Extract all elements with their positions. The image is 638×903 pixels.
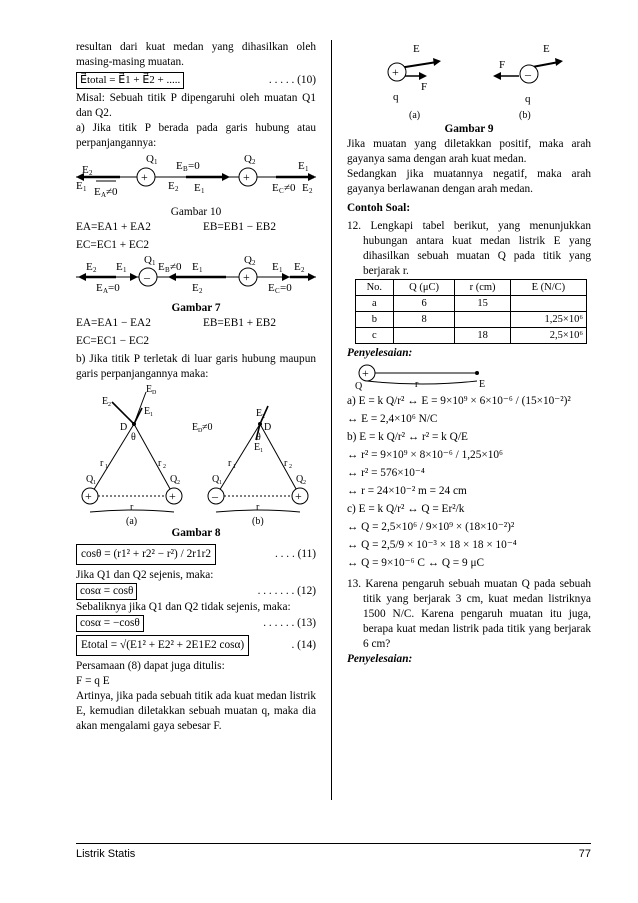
paragraph: resultan dari kuat medan yang dihasilkan oleh masing-masing muatan. (76, 41, 316, 68)
svg-text:2: 2 (301, 266, 305, 274)
figure-8-caption: Gambar 8 (171, 527, 221, 539)
equation-number: . . . . (11) (275, 548, 316, 560)
svg-text:q: q (393, 91, 399, 103)
svg-text:Q: Q (296, 474, 304, 485)
svg-text:q: q (525, 93, 531, 105)
svg-text:+: + (243, 270, 250, 284)
equation-14 (76, 635, 316, 656)
svg-text:=0: =0 (188, 160, 200, 172)
svg-text:1: 1 (305, 165, 309, 173)
svg-text:=0: =0 (280, 282, 292, 294)
svg-text:1: 1 (199, 266, 203, 274)
table-header: Q (μC) (393, 280, 455, 296)
svg-text:1: 1 (123, 266, 127, 274)
svg-text:E: E (268, 282, 275, 294)
table-cell: 2,5×10⁶ (510, 328, 586, 344)
svg-text:E: E (116, 261, 123, 273)
table-cell: a (356, 296, 394, 312)
equation-10 (76, 72, 316, 89)
svg-text:r: r (158, 458, 162, 469)
svg-text:D: D (152, 390, 157, 396)
svg-text:2: 2 (309, 187, 313, 195)
equation-number: . . . . . . . (12) (257, 585, 316, 597)
figure-7-caption: Gambar 7 (171, 302, 221, 314)
svg-text:B: B (165, 266, 170, 274)
svg-text:≠0: ≠0 (284, 182, 296, 194)
svg-text:E: E (192, 261, 199, 273)
solution-line: ↔ r = 24×10⁻² m = 24 cm (347, 485, 467, 497)
svg-text:E: E (168, 180, 175, 192)
svg-text:D: D (120, 422, 128, 433)
svg-text:E: E (272, 182, 279, 194)
svg-text:E: E (96, 282, 103, 294)
equation: EA=EA1 − EA2 (76, 317, 151, 329)
equation-number: . . . . . (10) (268, 74, 316, 86)
table-header: No. (356, 280, 394, 296)
svg-text:E: E (272, 261, 279, 273)
solution-line: a) E = k Q/r² ↔ E = 9×10⁹ × 6×10⁻⁶ / (15×10⁻²)² (347, 395, 571, 407)
svg-text:2: 2 (108, 402, 111, 408)
solution-line: c) E = k Q/r² ↔ Q = Er²/k (347, 503, 465, 515)
solution-line: ↔ r² = 576×10⁻⁴ (347, 467, 425, 479)
svg-text:r: r (284, 458, 288, 469)
svg-text:E: E (146, 384, 153, 395)
solution-line: ↔ Q = 2,5/9 × 10⁻³ × 18 × 18 × 10⁻⁴ (347, 539, 517, 551)
table-header: r (cm) (455, 280, 510, 296)
svg-text:C: C (275, 287, 280, 295)
equation: F = q E (76, 675, 110, 687)
section-heading: Contoh Soal: (347, 202, 411, 214)
equation-13 (76, 615, 316, 632)
table-cell (510, 296, 586, 312)
paragraph: Persamaan (8) dapat juga ditulis: (76, 660, 225, 672)
table-row (356, 296, 587, 312)
equation-box: E⃗total = E⃗1 + E⃗2 + ..... (76, 72, 184, 89)
svg-text:E: E (102, 396, 109, 407)
svg-text:E: E (158, 261, 165, 273)
table-header-row (356, 280, 587, 296)
svg-text:2: 2 (252, 259, 256, 267)
svg-text:2: 2 (89, 169, 93, 177)
svg-text:1: 1 (233, 464, 236, 470)
svg-text:1: 1 (154, 158, 158, 166)
equation-box: cosα = cosθ (76, 583, 137, 600)
svg-text:+: + (392, 65, 399, 79)
figure-10-equations (76, 220, 316, 235)
table-cell: 15 (455, 296, 510, 312)
svg-text:A: A (103, 287, 109, 295)
paragraph: Sebaliknya jika Q1 dan Q2 tidak sejenis, maka: (76, 601, 291, 613)
solution-line: ↔ r² = 9×10⁹ × 8×10⁻⁶ / 1,25×10⁶ (347, 449, 503, 461)
svg-text:2: 2 (177, 480, 180, 486)
svg-text:+: + (243, 170, 250, 184)
svg-text:E: E (543, 43, 550, 55)
svg-text:θ: θ (256, 432, 261, 443)
svg-text:1: 1 (279, 266, 283, 274)
svg-text:E: E (176, 160, 183, 172)
svg-text:2: 2 (93, 266, 97, 274)
svg-text:Q: Q (355, 381, 363, 391)
solution-heading: Penyelesaian: (347, 347, 413, 359)
equation-12 (76, 583, 316, 600)
svg-text:≠0: ≠0 (170, 261, 182, 273)
svg-text:D: D (198, 428, 203, 434)
table-cell: 1,25×10⁶ (510, 312, 586, 328)
svg-text:E: E (94, 186, 101, 198)
svg-text:+: + (295, 489, 302, 503)
svg-text:E: E (413, 43, 420, 55)
paragraph: Sedangkan jika muatannya negatif, maka arah gayanya berlawanan dengan arah medan. (347, 168, 591, 195)
equation-text: cosθ = (r1² + r2² − r²) / 2r1r2 (81, 548, 212, 560)
paragraph: b) Jika titik P terletak di luar garis hubung maupun garis perpanjangannya maka: (76, 353, 316, 380)
table-cell: 6 (393, 296, 455, 312)
figure-7-equations (76, 316, 316, 331)
solution-line: b) E = k Q/r² ↔ r² = k Q/E (347, 431, 468, 443)
svg-text:E: E (192, 422, 199, 433)
svg-text:E: E (256, 408, 263, 419)
figure-10-caption: Gambar 10 (170, 206, 222, 218)
figure-9b-label: (b) (519, 110, 531, 121)
svg-text:E: E (479, 379, 486, 390)
figure-8-diagram (76, 384, 316, 526)
question-12: 12. Lengkapi tabel berikut, yang menunjukkan hubungan antara kuat medan listrik E yang dihasilkan sebuah muatan Q pada titik yang berjarak r. (347, 220, 591, 277)
svg-text:≠0: ≠0 (106, 186, 118, 198)
svg-text:E: E (298, 160, 305, 172)
svg-text:2: 2 (175, 185, 179, 193)
table-cell: c (356, 328, 394, 344)
svg-text:1: 1 (219, 480, 222, 486)
equation-box: Etotal = √(E1² + E2² + 2E1E2 cosα) (76, 635, 249, 656)
svg-text:1: 1 (260, 448, 263, 454)
svg-text:r: r (228, 458, 232, 469)
table-cell: b (356, 312, 394, 328)
svg-text:E: E (144, 406, 151, 417)
equation: EC=EC1 − EC2 (76, 335, 149, 347)
svg-text:Q: Q (170, 474, 178, 485)
svg-text:–: – (212, 489, 218, 503)
data-table (355, 279, 587, 344)
figure-9-diagram (347, 40, 591, 122)
svg-text:F: F (499, 59, 506, 71)
svg-text:1: 1 (201, 187, 205, 195)
svg-text:E: E (82, 164, 89, 176)
table-cell: 18 (455, 328, 510, 344)
question-13: 13. Karena pengaruh sebuah muatan Q pada sebuah titik yang berjarak 3 cm, kuat medan listriknya 1500 N/C. Karena pengaruh muatan itu juga, berapa kuat medan listrik pada titik yang berjarak 6 cm? (347, 578, 591, 650)
svg-text:E: E (192, 282, 199, 294)
svg-text:r: r (415, 379, 419, 390)
right-column (347, 40, 591, 667)
equation-number: . (14) (291, 639, 316, 651)
equation-box: cosα = −cosθ (76, 615, 144, 632)
svg-text:+: + (362, 366, 369, 380)
charge-distance-diagram (347, 361, 507, 391)
svg-text:Q: Q (86, 474, 94, 485)
svg-text:1: 1 (105, 464, 108, 470)
svg-text:B: B (183, 165, 188, 173)
svg-text:Q: Q (244, 153, 252, 165)
equation-box (76, 544, 216, 565)
svg-text:A: A (101, 191, 107, 199)
svg-text:2: 2 (289, 464, 292, 470)
table-cell (455, 312, 510, 328)
figure-9-caption: Gambar 9 (444, 123, 494, 135)
column-divider (331, 40, 332, 800)
svg-text:(b): (b) (252, 516, 264, 526)
svg-text:2: 2 (199, 287, 203, 295)
svg-text:E: E (76, 180, 83, 192)
equation: EB=EB1 + EB2 (203, 317, 276, 329)
svg-text:+: + (85, 489, 92, 503)
equation-11 (76, 544, 316, 565)
equation-number: . . . . . . (13) (263, 617, 316, 629)
solution-heading: Penyelesaian: (347, 653, 413, 665)
svg-text:≠0: ≠0 (202, 422, 213, 433)
svg-text:1: 1 (93, 480, 96, 486)
svg-text:+: + (141, 170, 148, 184)
left-column (76, 40, 316, 734)
equation: EA=EA1 + EA2 (76, 221, 151, 233)
paragraph: a) Jika titik P berada pada garis hubung atau perpanjangannya: (76, 122, 316, 149)
table-header: E (N/C) (510, 280, 586, 296)
svg-text:1: 1 (83, 185, 87, 193)
svg-text:E: E (294, 261, 301, 273)
svg-text:Q: Q (212, 474, 220, 485)
equation: EB=EB1 − EB2 (203, 221, 276, 233)
figure-10-diagram (76, 153, 316, 205)
footer-title: Listrik Statis (76, 848, 136, 860)
page-footer (76, 843, 591, 860)
svg-text:2: 2 (252, 158, 256, 166)
svg-text:C: C (279, 187, 284, 195)
svg-text:(a): (a) (126, 516, 138, 526)
paragraph: Artinya, jika pada sebuah titik ada kuat medan listrik E, kemudian diletakkan sebuah muatan q, maka dia akan mengalami gaya sebesar F. (76, 690, 316, 732)
svg-text:E: E (254, 442, 261, 453)
svg-text:F: F (421, 81, 428, 93)
svg-text:2: 2 (303, 480, 306, 486)
svg-text:Q: Q (146, 153, 154, 165)
svg-text:2: 2 (163, 464, 166, 470)
paragraph: Jika Q1 dan Q2 sejenis, maka: (76, 569, 214, 581)
paragraph: Jika muatan yang diletakkan positif, maka arah gayanya sama dengan arah kuat medan. (347, 138, 591, 165)
solution-line: ↔ E = 2,4×10⁶ N/C (347, 413, 438, 425)
svg-text:Q: Q (244, 255, 252, 266)
svg-text:E: E (302, 182, 309, 194)
table-row (356, 328, 587, 344)
svg-text:r: r (256, 502, 260, 513)
svg-text:E: E (86, 261, 93, 273)
svg-text:–: – (525, 67, 531, 81)
page-number: 77 (578, 848, 591, 860)
table-cell: 8 (393, 312, 455, 328)
table-cell (393, 328, 455, 344)
svg-text:Q: Q (144, 255, 152, 266)
svg-text:=0: =0 (108, 282, 120, 294)
svg-text:+: + (169, 489, 176, 503)
svg-text:r: r (130, 502, 134, 513)
svg-text:D: D (264, 422, 272, 433)
figure-7-diagram (76, 255, 316, 301)
svg-text:E: E (194, 182, 201, 194)
solution-line: ↔ Q = 2,5×10⁶ / 9×10⁹ × (18×10⁻²)² (347, 521, 515, 533)
table-row (356, 312, 587, 328)
svg-text:1: 1 (152, 259, 156, 267)
equation: EC=EC1 + EC2 (76, 239, 149, 251)
figure-9a-label: (a) (409, 110, 421, 121)
svg-text:–: – (144, 270, 150, 284)
svg-text:θ: θ (131, 432, 136, 443)
svg-text:r: r (100, 458, 104, 469)
solution-line: ↔ Q = 9×10⁻⁶ C ↔ Q = 9 μC (347, 557, 485, 569)
svg-text:1: 1 (150, 412, 153, 418)
paragraph: Misal: Sebuah titik P dipengaruhi oleh muatan Q1 dan Q2. (76, 92, 316, 119)
svg-text:2: 2 (262, 414, 265, 420)
